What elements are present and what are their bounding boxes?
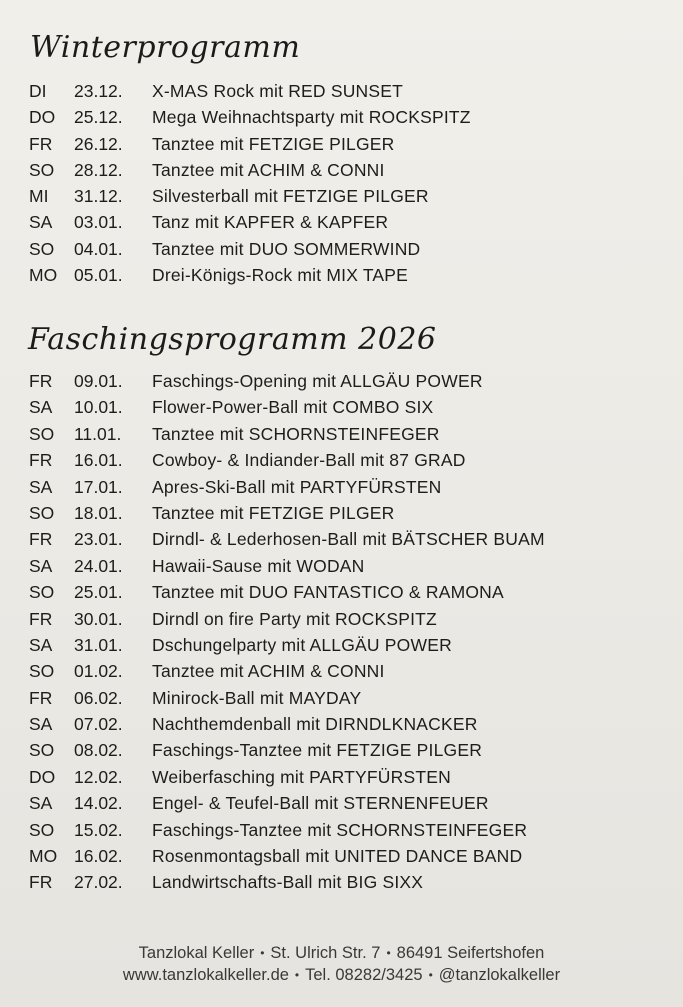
list-item	[0, 817, 683, 843]
entry-date: 04.01.	[74, 238, 123, 259]
entry-event: Landwirtschafts-Ball mit BIG SIXX	[152, 872, 424, 893]
entry-day: SO	[29, 423, 55, 444]
entry-date: 09.01.	[74, 371, 123, 391]
entry-date: 25.01.	[74, 582, 123, 603]
entry-date: 03.01.	[74, 212, 123, 233]
entry-event: Rosenmontagsball mit UNITED DANCE BAND	[152, 846, 523, 867]
entry-day: FR	[29, 529, 53, 550]
social-handle: @tanzlokalkeller	[438, 966, 561, 984]
entry-date: 12.02.	[74, 766, 123, 787]
entry-event: Dschungelparty mit ALLGÄU POWER	[152, 634, 452, 655]
entry-event: Dirndl- & Lederhosen-Ball mit BÄTSCHER BUAM	[152, 529, 545, 550]
entry-day: SO	[29, 238, 55, 259]
entry-day: SA	[29, 634, 53, 655]
list-item	[0, 843, 683, 869]
list-item	[0, 368, 683, 394]
entry-event: Drei-Königs-Rock mit MIX TAPE	[152, 265, 409, 286]
city: 86491 Seifertshofen	[396, 944, 545, 962]
entry-date: 30.01.	[74, 608, 123, 629]
bullet-separator: •	[260, 946, 265, 960]
entry-day: FR	[29, 608, 53, 629]
entry-date: 26.12.	[74, 133, 123, 154]
entry-date: 10.01.	[74, 397, 123, 418]
entry-day: SO	[29, 582, 55, 603]
list-item	[0, 711, 683, 737]
entry-event: Faschings-Opening mit ALLGÄU POWER	[152, 371, 483, 391]
list-item	[0, 553, 683, 579]
entry-day: DO	[29, 766, 56, 787]
fasching-program-list	[0, 368, 683, 896]
list-item	[0, 262, 683, 288]
list-item	[0, 104, 683, 130]
entry-event: Cowboy- & Indiander-Ball mit 87 GRAD	[152, 450, 466, 471]
entry-date: 23.01.	[74, 529, 123, 550]
entry-day: SA	[29, 476, 53, 497]
entry-event: Tanz mit KAPFER & KAPFER	[152, 212, 389, 233]
entry-date: 24.01.	[74, 555, 123, 576]
entry-event: Weiberfasching mit PARTYFÜRSTEN	[152, 766, 451, 787]
list-item	[0, 685, 683, 711]
website-link[interactable]: www.tanzlokalkeller.de	[122, 966, 289, 984]
list-item	[0, 447, 683, 473]
entry-date: 14.02.	[74, 793, 123, 814]
entry-day: FR	[29, 872, 53, 893]
list-item	[0, 500, 683, 526]
entry-event: Flower-Power-Ball mit COMBO SIX	[152, 397, 434, 418]
list-item	[0, 764, 683, 790]
entry-event: Dirndl on fire Party mit ROCKSPITZ	[152, 608, 437, 629]
list-item	[0, 421, 683, 447]
fasching-program-title: Faschingsprogramm 2026	[28, 322, 437, 357]
list-item	[0, 394, 683, 420]
entry-event: X-MAS Rock mit RED SUNSET	[152, 81, 403, 101]
entry-day: SA	[29, 212, 53, 233]
entry-date: 23.12.	[74, 81, 123, 101]
list-item	[0, 632, 683, 658]
entry-day: SO	[29, 159, 55, 180]
entry-event: Tanztee mit FETZIGE PILGER	[152, 502, 395, 523]
entry-day: SA	[29, 555, 53, 576]
entry-day: SO	[29, 661, 55, 682]
entry-event: Apres-Ski-Ball mit PARTYFÜRSTEN	[152, 476, 442, 497]
list-item	[0, 183, 683, 209]
entry-day: SA	[29, 397, 53, 418]
list-item	[0, 658, 683, 684]
list-item	[0, 606, 683, 632]
footer-address	[0, 944, 683, 963]
entry-date: 07.02.	[74, 714, 123, 735]
entry-date: 06.02.	[74, 687, 123, 708]
entry-event: Tanztee mit ACHIM & CONNI	[152, 661, 385, 682]
entry-date: 08.02.	[74, 740, 123, 761]
entry-date: 16.02.	[74, 846, 123, 867]
entry-date: 31.12.	[74, 186, 123, 207]
street-address: St. Ulrich Str. 7	[270, 944, 381, 962]
entry-date: 05.01.	[74, 265, 123, 286]
entry-date: 27.02.	[74, 872, 123, 893]
list-item	[0, 869, 683, 895]
list-item	[0, 737, 683, 763]
list-item	[0, 131, 683, 157]
entry-date: 17.01.	[74, 476, 123, 497]
list-item	[0, 236, 683, 262]
entry-date: 31.01.	[74, 634, 123, 655]
entry-date: 15.02.	[74, 819, 123, 840]
entry-day: MO	[29, 265, 58, 286]
bullet-separator: •	[428, 968, 433, 982]
entry-date: 28.12.	[74, 159, 123, 180]
list-item	[0, 209, 683, 235]
entry-day: FR	[29, 687, 53, 708]
entry-day: SO	[29, 502, 55, 523]
entry-date: 18.01.	[74, 502, 123, 523]
entry-event: Mega Weihnachtsparty mit ROCKSPITZ	[152, 107, 471, 128]
list-item	[0, 157, 683, 183]
entry-event: Nachthemdenball mit DIRNDLKNACKER	[152, 714, 478, 735]
entry-day: SO	[29, 740, 55, 761]
entry-event: Tanztee mit DUO SOMMERWIND	[152, 238, 421, 259]
bullet-separator: •	[386, 946, 391, 960]
list-item	[0, 579, 683, 605]
entry-day: MO	[29, 846, 58, 867]
phone-number: Tel. 08282/3425	[305, 966, 423, 984]
list-item	[0, 526, 683, 552]
list-item	[0, 474, 683, 500]
entry-day: FR	[29, 371, 53, 391]
entry-event: Faschings-Tanztee mit SCHORNSTEINFEGER	[152, 819, 528, 840]
venue-name: Tanzlokal Keller	[138, 944, 255, 962]
entry-event: Tanztee mit SCHORNSTEINFEGER	[152, 423, 440, 444]
entry-day: DI	[29, 81, 47, 101]
entry-date: 11.01.	[74, 423, 122, 444]
entry-event: Silvesterball mit FETZIGE PILGER	[152, 186, 429, 207]
list-item	[0, 78, 683, 104]
footer-contact	[0, 966, 683, 985]
entry-day: FR	[29, 133, 53, 154]
entry-day: MI	[29, 186, 49, 207]
entry-day: SA	[29, 714, 53, 735]
list-item	[0, 790, 683, 816]
bullet-separator: •	[294, 968, 300, 982]
entry-event: Tanztee mit FETZIGE PILGER	[152, 133, 395, 154]
entry-event: Minirock-Ball mit MAYDAY	[152, 687, 362, 708]
entry-date: 16.01.	[74, 450, 123, 471]
entry-day: FR	[29, 450, 53, 471]
entry-day: SA	[29, 793, 53, 814]
entry-event: Engel- & Teufel-Ball mit STERNENFEUER	[152, 793, 489, 814]
entry-event: Faschings-Tanztee mit FETZIGE PILGER	[152, 740, 483, 761]
entry-event: Tanztee mit ACHIM & CONNI	[152, 159, 385, 180]
entry-event: Hawaii-Sause mit WODAN	[152, 555, 365, 576]
entry-day: DO	[29, 107, 56, 128]
entry-event: Tanztee mit DUO FANTASTICO & RAMONA	[152, 582, 504, 603]
entry-date: 25.12.	[74, 107, 123, 128]
winter-program-list	[0, 78, 683, 288]
entry-date: 01.02.	[74, 661, 123, 682]
entry-day: SO	[29, 819, 55, 840]
winter-program-title: Winterprogramm	[30, 30, 301, 65]
